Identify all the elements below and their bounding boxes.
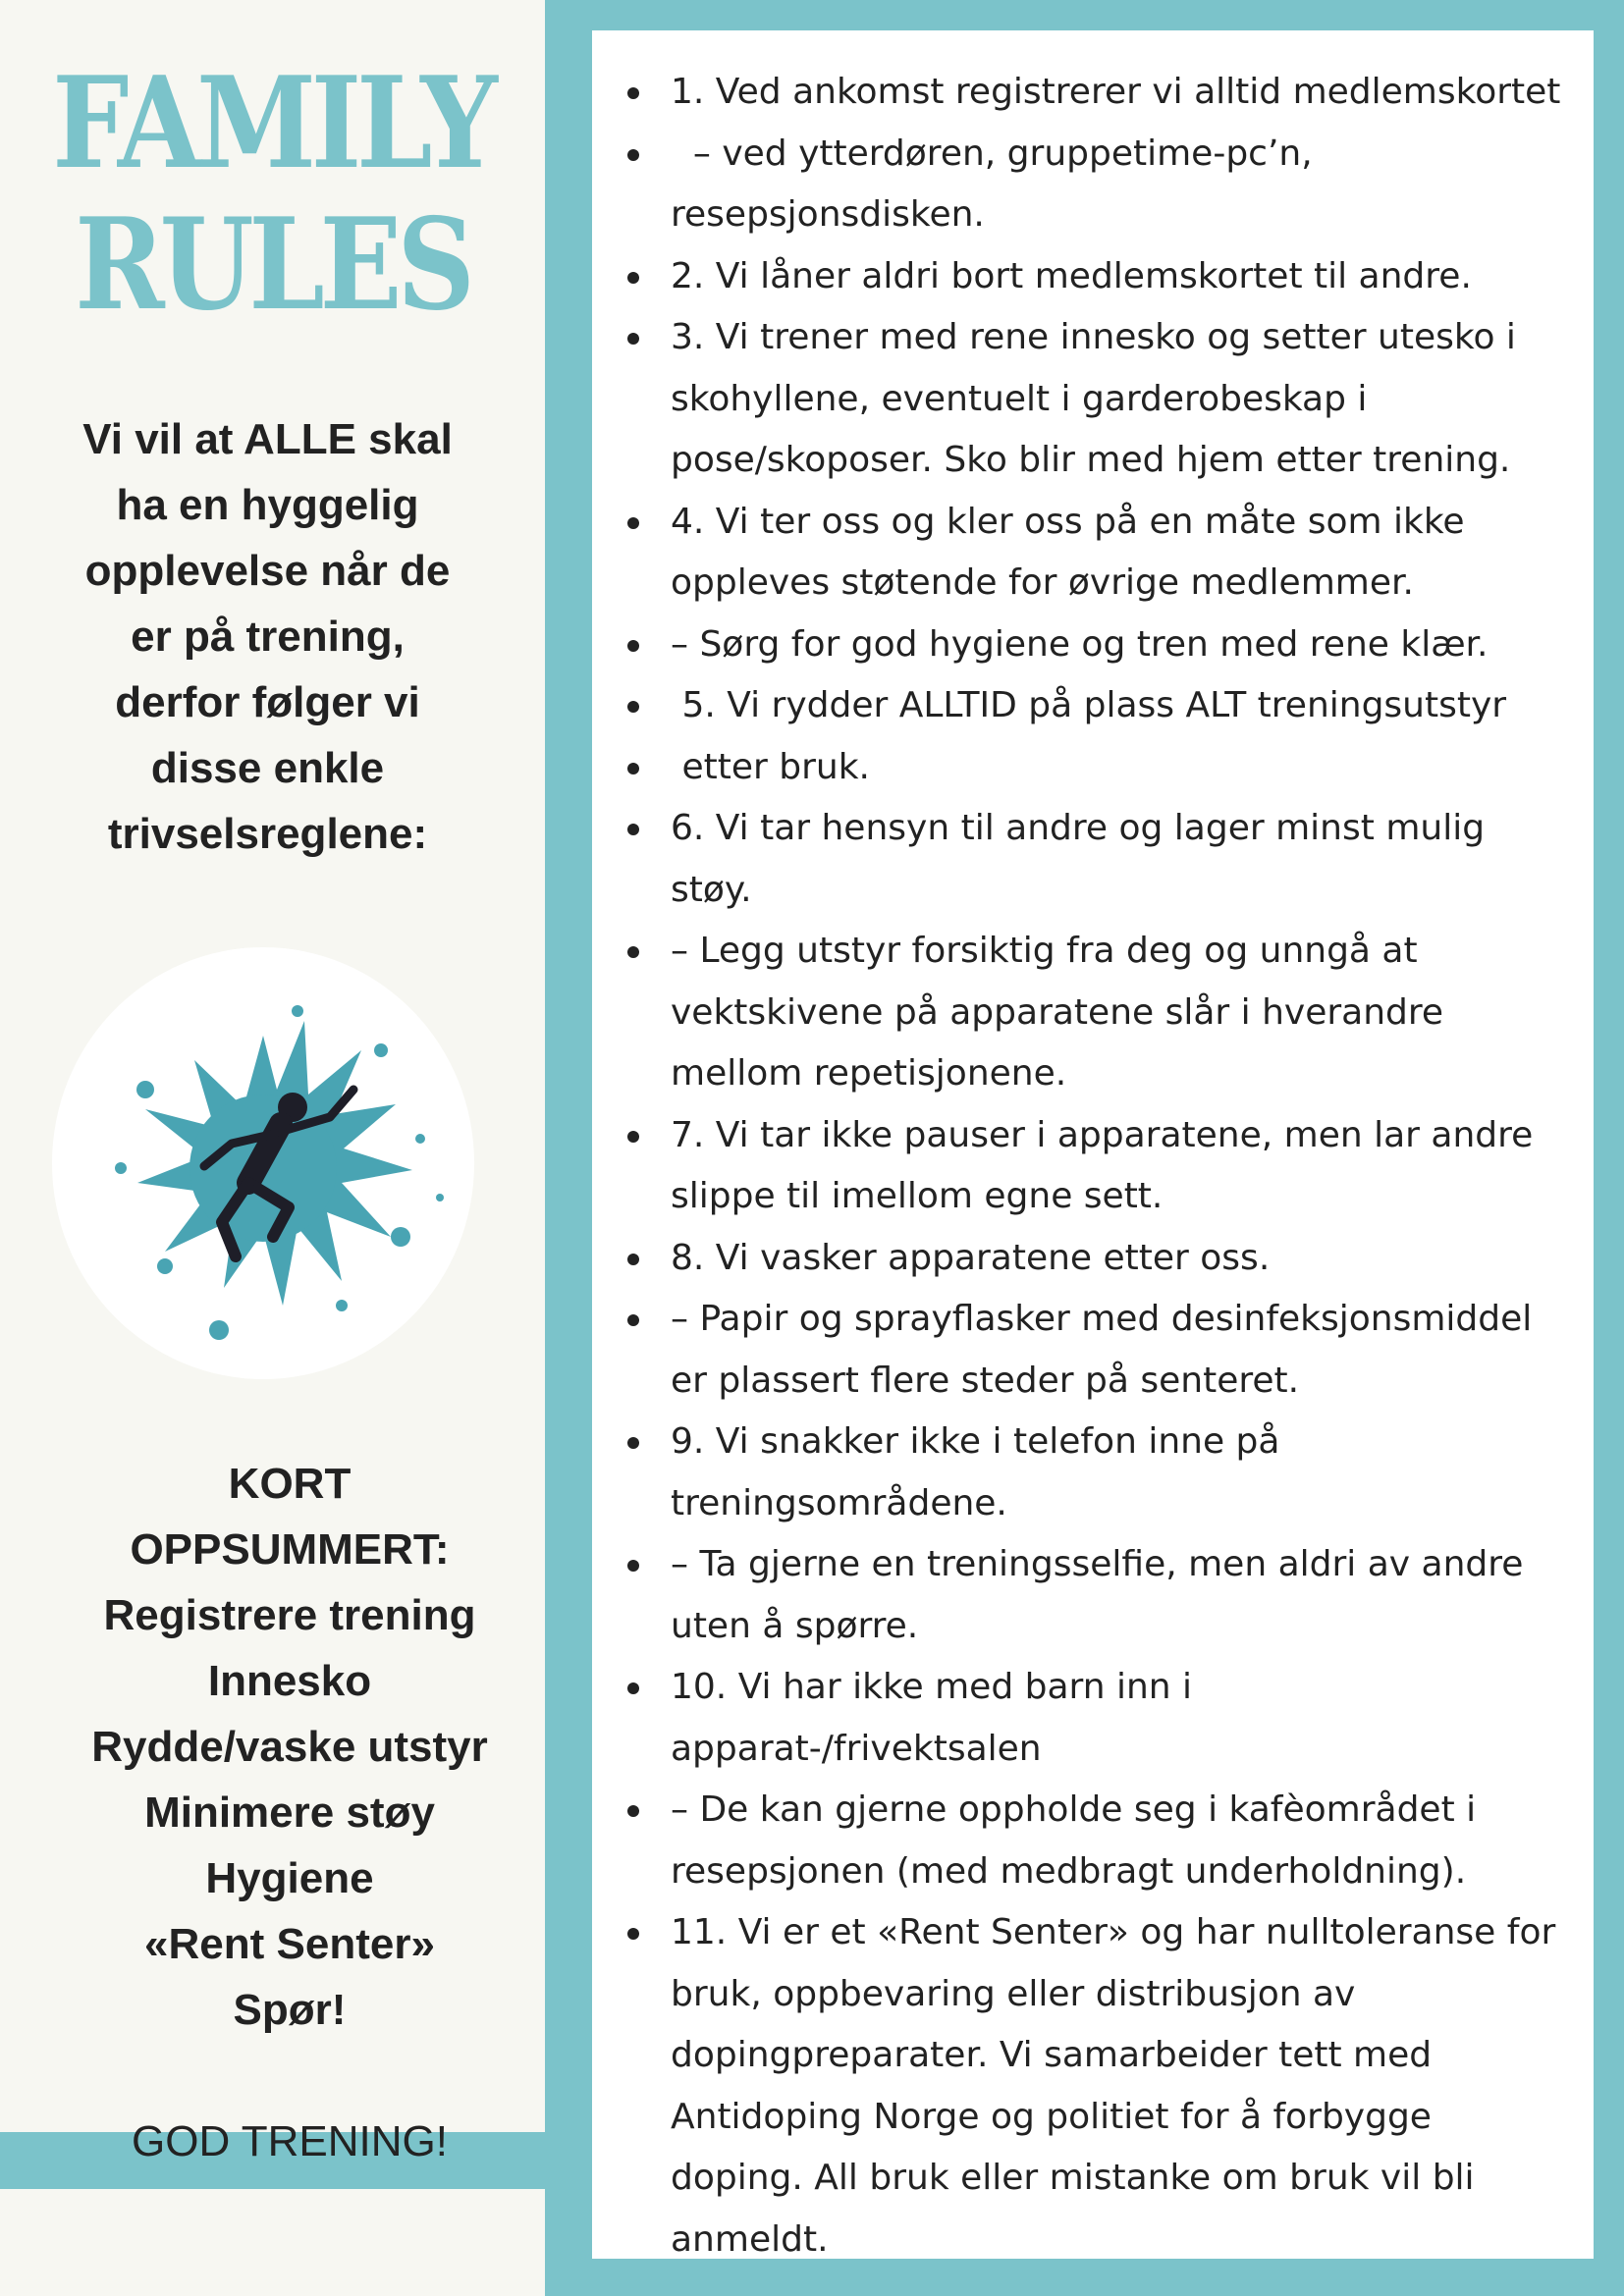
intro-text bbox=[29, 406, 506, 867]
rule-item: 11. Vi er et «Rent Senter» og har nulltoleranse for bruk, oppbevaring eller distribusjon av dopingpreparater. Vi samarbeider tett med Antidoping Norge og politiet for å forbygge doping. All bruk eller mistanke om bruk vil bli anmeldt. bbox=[592, 1902, 1574, 2270]
rules-list bbox=[592, 62, 1574, 2270]
rule-item: – De kan gjerne oppholde seg i kafèområdet i resepsjonen (med medbragt underholdning). bbox=[592, 1780, 1574, 1902]
rule-item: – Papir og sprayflasker med desinfeksjonsmiddel er plassert flere steder på senteret. bbox=[592, 1289, 1574, 1412]
summary-line: Registrere trening bbox=[103, 1591, 476, 1639]
rule-item: – Sørg for god hygiene og tren med rene klær. bbox=[592, 614, 1574, 676]
summary-line: Hygiene bbox=[205, 1854, 374, 1902]
rule-item: etter bruk. bbox=[592, 737, 1574, 799]
rule-item: 10. Vi har ikke med barn inn i apparat-/frivektsalen bbox=[592, 1657, 1574, 1780]
rule-item: 8. Vi vasker apparatene etter oss. bbox=[592, 1228, 1574, 1290]
rule-item: 3. Vi trener med rene innesko og setter utesko i skohyllene, eventuelt i garderobeskap i pose/skoposer. Sko blir med hjem etter trening. bbox=[592, 307, 1574, 492]
summary-line: Spør! bbox=[233, 1986, 347, 2034]
rule-item: 6. Vi tar hensyn til andre og lager minst mulig støy. bbox=[592, 798, 1574, 921]
summary-line: «Rent Senter» bbox=[144, 1920, 435, 1968]
title-family: FAMILY bbox=[52, 50, 493, 197]
rule-item: – Ta gjerne en treningsselfie, men aldri av andre uten å spørre. bbox=[592, 1534, 1574, 1657]
summary-line: Innesko bbox=[207, 1657, 372, 1705]
rule-item: 9. Vi snakker ikke i telefon inne på treningsområdene. bbox=[592, 1412, 1574, 1534]
rule-item: 1. Ved ankomst registrerer vi alltid medlemskortet bbox=[592, 62, 1574, 124]
left-column bbox=[0, 0, 545, 2296]
summary-line: Minimere støy bbox=[144, 1789, 435, 1837]
rule-item: 2. Vi låner aldri bort medlemskortet til andre. bbox=[592, 246, 1574, 308]
rule-item: – ved ytterdøren, gruppetime-pc’n, resepsjonsdisken. bbox=[592, 124, 1574, 246]
intro-line: opplevelse når de bbox=[84, 547, 451, 595]
rule-item: 5. Vi rydder ALLTID på plass ALT treningsutstyr bbox=[592, 675, 1574, 737]
summary-line: Rydde/vaske utstyr bbox=[91, 1723, 488, 1771]
summary-line: KORT bbox=[228, 1460, 352, 1508]
summary-line: OPPSUMMERT: bbox=[130, 1525, 450, 1574]
intro-line: ha en hyggelig bbox=[116, 481, 419, 529]
rule-item: 7. Vi tar ikke pauser i apparatene, men lar andre slippe til imellom egne sett. bbox=[592, 1105, 1574, 1228]
intro-line: Vi vil at ALLE skal bbox=[82, 415, 453, 463]
jumping-person-splash-icon bbox=[47, 942, 479, 1384]
title-rules: RULES bbox=[75, 191, 470, 339]
intro-line: disse enkle bbox=[150, 744, 385, 792]
intro-line: er på trening, bbox=[131, 613, 405, 661]
rule-item: 4. Vi ter oss og kler oss på en måte som ikke oppleves støtende for øvrige medlemmer. bbox=[592, 492, 1574, 614]
intro-line: trivselsreglene: bbox=[107, 810, 428, 858]
summary-text bbox=[39, 1451, 540, 2043]
closing-text: GOD TRENING! bbox=[132, 2117, 448, 2165]
intro-line: derfor følger vi bbox=[115, 678, 420, 726]
rule-item: – Legg utstyr forsiktig fra deg og unngå at vektskivene på apparatene slår i hverandre mellom repetisjonene. bbox=[592, 921, 1574, 1105]
